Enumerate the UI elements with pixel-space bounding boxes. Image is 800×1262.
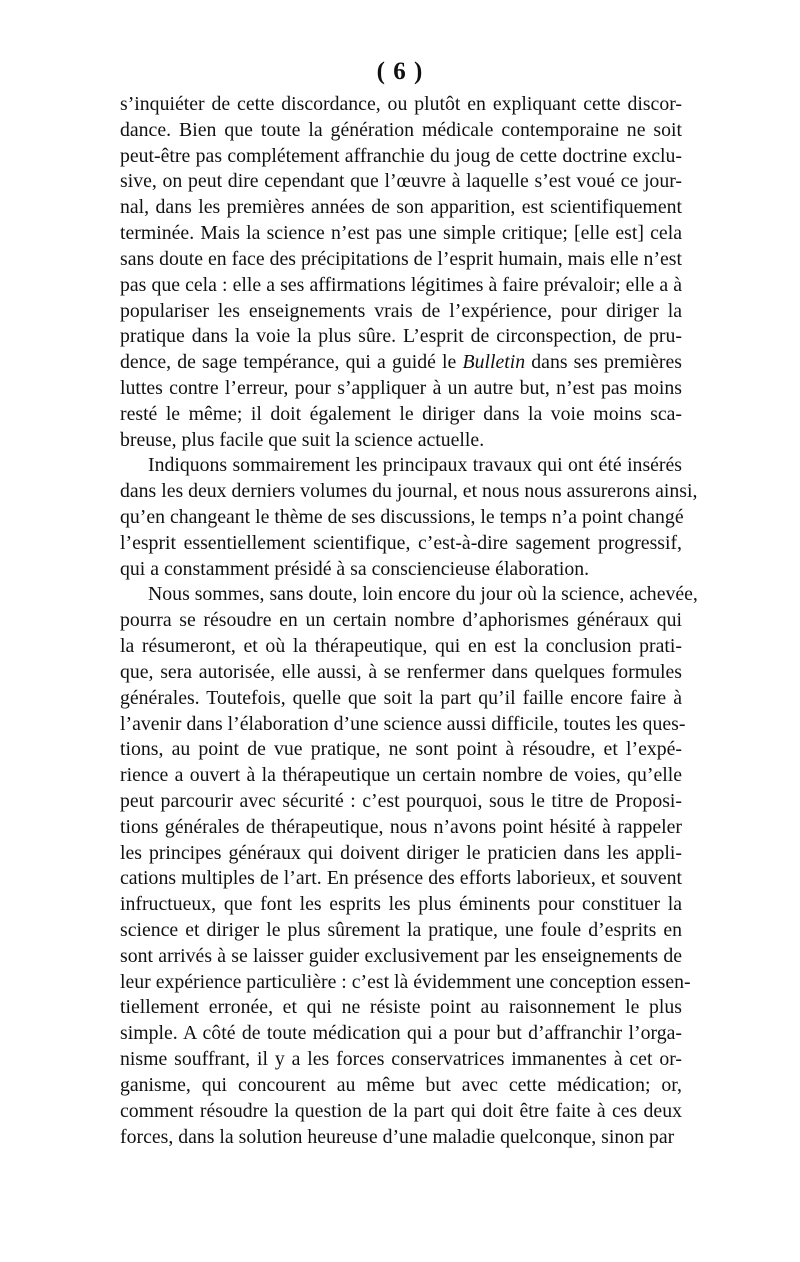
- text-line: pratique dans la voie la plus sûre. L’esprit de circonspection, de pru-: [120, 325, 682, 348]
- text-line: nal, dans les premières années de son apparition, est scientifiquement: [120, 196, 682, 219]
- text-line: science et diriger le plus sûrement la pratique, une foule d’esprits en: [120, 919, 682, 941]
- text-line: nisme souffrant, il y a les forces conservatrices immanentes à cet or-: [120, 1048, 682, 1071]
- text-line: tiellement erronée, et qui ne résiste point au raisonnement le plus: [120, 996, 682, 1019]
- text-line: qui a constamment présidé à sa consciencieuse élaboration.: [120, 557, 590, 580]
- text-line: peut-être pas complétement affranchie du joug de cette doctrine exclu-: [120, 144, 682, 167]
- text-line: pourra se résoudre en un certain nombre d’aphorismes généraux qui: [120, 609, 682, 632]
- text-line: tions, au point de vue pratique, ne sont point à résoudre, et l’expé-: [120, 738, 682, 761]
- text-line: rience a ouvert à la thérapeutique un certain nombre de voies, qu’elle: [120, 764, 682, 787]
- text-line: dance. Bien que toute la génération médicale contemporaine ne soit: [120, 118, 682, 141]
- journal-title: Bulletin: [462, 351, 526, 374]
- text-line: pas que cela : elle a ses affirmations légitimes à faire prévaloir; elle a à: [120, 273, 682, 296]
- text-line: l’esprit essentiellement scientifique, c’est-à-dire sagement progressif,: [120, 531, 682, 554]
- page-number: ( 6 ): [376, 58, 424, 85]
- text-line: tions générales de thérapeutique, nous n’avons point hésité à rappeler: [120, 815, 682, 838]
- text-line: Nous sommes, sans doute, loin encore du jour où la science, achevée,: [148, 583, 698, 606]
- text-line: resté le même; il doit également le diriger dans la voie moins sca-: [120, 402, 682, 425]
- text-line: luttes contre l’erreur, pour s’appliquer à un autre but, n’est pas moins: [120, 376, 682, 399]
- text-line: dence, de sage tempérance, qui a guidé le Bulletin dans ses premières: [120, 351, 682, 374]
- text-line: populariser les enseignements vrais de l’expérience, pour diriger la: [120, 299, 682, 322]
- text-line: comment résoudre la question de la part qui doit être faite à ces deux: [120, 1099, 682, 1122]
- text-line: sont arrivés à se laisser guider exclusivement par les enseignements de: [120, 944, 682, 967]
- text-line: ganisme, qui concourent au même but avec cette médication; or,: [120, 1073, 682, 1096]
- text-line: peut parcourir avec sécurité : c’est pourquoi, sous le titre de Proposi-: [120, 789, 682, 812]
- text-line: générales. Toutefois, quelle que soit la part qu’il faille encore faire à: [120, 686, 682, 709]
- text-line: l’avenir dans l’élaboration d’une science aussi difficile, toutes les ques-: [120, 712, 686, 735]
- body-text: [120, 92, 698, 1150]
- text-line: s’inquiéter de cette discordance, ou plutôt en expliquant cette discor-: [120, 93, 682, 115]
- text-line: la résumeront, et où la thérapeutique, qui en est la conclusion prati-: [120, 635, 682, 658]
- text-line: cations multiples de l’art. En présence des efforts laborieux, et souvent: [120, 867, 682, 890]
- text-line: qu’en changeant le thème de ses discussions, le temps n’a point changé: [120, 506, 684, 528]
- text-line: infructueux, que font les esprits les plus éminents pour constituer la: [120, 893, 682, 916]
- text-line: Indiquons sommairement les principaux travaux qui ont été insérés: [148, 454, 682, 477]
- text-line: forces, dans la solution heureuse d’une maladie quelconque, sinon par: [120, 1125, 675, 1148]
- text-line: les principes généraux qui doivent diriger le praticien dans les appli-: [120, 841, 682, 864]
- text-line: simple. A côté de toute médication qui a pour but d’affranchir l’orga-: [120, 1022, 682, 1045]
- paragraph: [120, 92, 682, 453]
- text-line: dans les deux derniers volumes du journal, et nous nous assurerons ainsi,: [120, 480, 698, 503]
- text-line: sive, on peut dire cependant que l’œuvre à laquelle s’est voué ce jour-: [120, 170, 682, 193]
- paragraph: [120, 453, 698, 582]
- text-line: breuse, plus facile que suit la science actuelle.: [120, 428, 485, 451]
- text-line: sans doute en face des précipitations de l’esprit humain, mais elle n’est: [120, 247, 682, 270]
- text-line: leur expérience particulière : c’est là évidemment une conception essen-: [120, 970, 691, 993]
- paragraph: [120, 582, 698, 1150]
- text-line: que, sera autorisée, elle aussi, à se renfermer dans quelques formules: [120, 660, 682, 683]
- text-line: terminée. Mais la science n’est pas une simple critique; [elle est] cela: [120, 222, 682, 245]
